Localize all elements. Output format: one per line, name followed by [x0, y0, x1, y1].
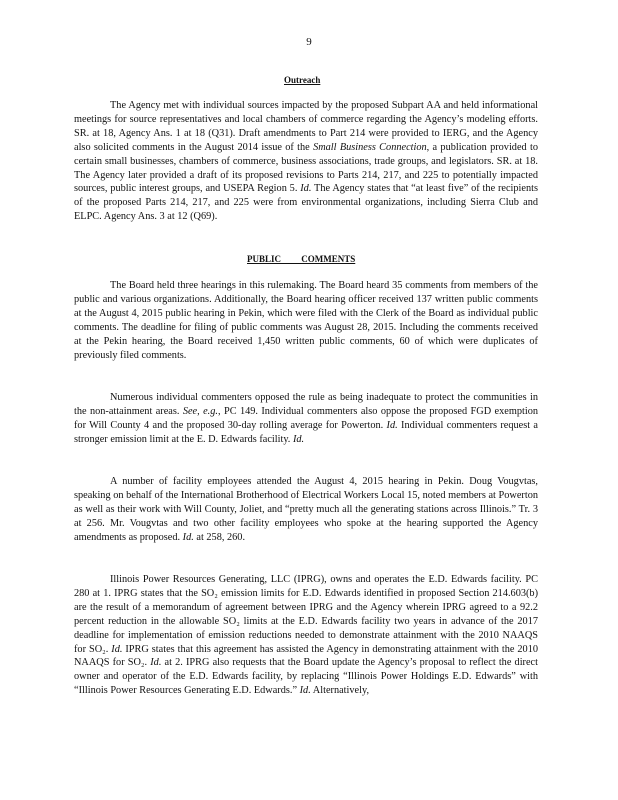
publication-title: Small Business Connection: [313, 141, 427, 153]
text: The Agency met with individual sources impacted by the proposed Subpart AA and held informational meetings for source representatives and local chambers of commerce regarding the Agency’s modeling efforts. SR. at 18, Agency Ans. 1 at 18 (Q31). Draft amendments to Part 214 were provided to IERG, and the Agency also solicited comments in the August 2014 issue of the: [74, 100, 538, 153]
section-heading-outreach: Outreach: [284, 75, 321, 85]
paragraph-iprg: [74, 573, 538, 698]
citation-see: See, e.g.: [182, 405, 218, 417]
text: A number of facility employees attended the August 4, 2015 hearing in Pekin. Doug Vougvtas, speaking on behalf of the International Brotherhood of Electrical Workers Local 15, noted members at Powerton as well as their work with Will County, Joliet, and “pretty much all the generating stations across Illinois.” Tr. 3 at 256. Mr. Vougvtas and two other facility employees who spoke at the hearing supported the Agency amendments as proposed.: [74, 476, 538, 543]
page-number: 9: [306, 36, 312, 48]
text: Numerous individual commenters opposed the rule as being inadequate to protect the communities in the non-attainment areas.: [74, 392, 538, 417]
citation-id: Id.: [300, 183, 312, 195]
citation-id: Id.: [111, 643, 123, 655]
citation-id: Id.: [292, 433, 305, 445]
citation-id: Id.: [150, 657, 162, 669]
section-heading-public-comments: PUBLIC COMMENTS: [247, 254, 356, 264]
text: IPRG states that this agreement has assisted the Agency in demonstrating attainment with the 2010 NAAQS for SO₂.: [74, 643, 539, 669]
text: Alternatively,: [310, 685, 370, 697]
text: , PC 149. Individual commenters also oppose the proposed FGD exemption for Will County 4 and the proposed 30-day rolling average for Powerton.: [74, 405, 538, 431]
paragraph-outreach: [74, 99, 538, 224]
text: The Agency states that “at least five” of the recipients of the proposed Parts 214, 217, and 225 were from environmental organizations, including Sierra Club and ELPC. Agency Ans. 3 at 12 (Q69).: [74, 183, 539, 223]
text: , a publication provided to certain small businesses, chambers of commerce, business associations, trade groups, and legislators. SR. at 18. The Agency later provided a draft of its proposed revisions to Parts 214, 217, and 225 to potentially impacted sources, public interest groups, and USEPA Region 5.: [74, 141, 538, 195]
paragraph-hearings: [74, 279, 538, 362]
text: Individual commenters request a stronger emission limit at the E. D. Edwards facility.: [74, 419, 539, 445]
text: at 2. IPRG also requests that the Board update the Agency’s proposal to reflect the direct owner and operator of the E.D. Edwards facility, by replacing “Illinois Power Holdings E.D. Edwards” with “Illinois Power Resources Generating E.D. Edwards.”: [74, 657, 538, 697]
paragraph-facility-employees: [74, 475, 538, 545]
citation-id: Id.: [386, 419, 398, 431]
citation-id: Id.: [299, 685, 311, 697]
text: at 258, 260.: [193, 531, 246, 543]
paragraph-individual-commenters: [74, 391, 538, 447]
text: Illinois Power Resources Generating, LLC (IPRG), owns and operates the E.D. Edwards facility. PC 280 at 1. IPRG states that the SO₂ emission limits for E.D. Edwards identified in proposed Section 214.603(b) are the result of a memorandum of agreement between IPRG and the Agency wherein IPRG agreed to a 92.2 percent reduction in the allowable SO₂ limits at the E.D. Edwards facility two years in advance of the 2017 deadline for implementation of emission reductions needed to demonstrate attainment with the 2010 NAAQS for SO₂.: [74, 574, 538, 655]
text: The Board held three hearings in this rulemaking. The Board heard 35 comments from members of the public and various organizations. Additionally, the Board hearing officer received 137 written public comments at the August 4, 2015 public hearing in Pekin, which were filed with the Clerk of the Board as individual public comments. The deadline for filing of public comments was August 28, 2015. Including the comments received at the Pekin hearing, the Board received 1,450 written public comments, 60 of which were duplicates of previously filed comments.: [74, 280, 538, 361]
citation-id: Id.: [182, 531, 194, 543]
